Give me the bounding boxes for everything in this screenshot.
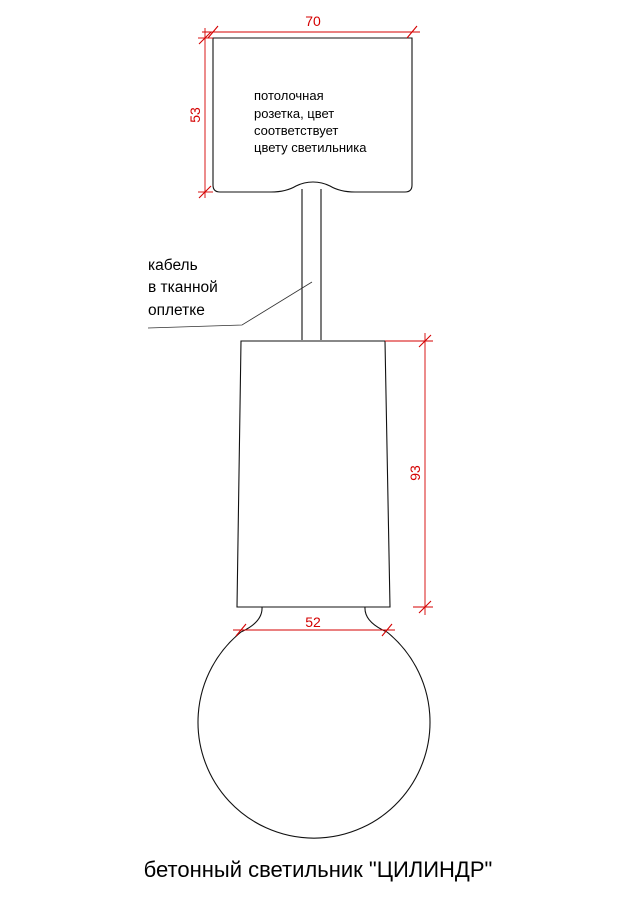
cable-note-line-2: в тканной	[148, 279, 218, 296]
dim-canopy-height	[187, 28, 213, 198]
light-bulb	[198, 632, 430, 838]
canopy-note-line-2: розетка, цвет	[254, 106, 335, 121]
canopy-note-line-1: потолочная	[254, 88, 324, 103]
dim-shade-height-label: 93	[407, 465, 423, 481]
cylinder-shade	[237, 341, 390, 607]
canopy-note-line-3: соответствует	[254, 123, 339, 138]
dim-canopy-width-label: 70	[305, 13, 321, 29]
cable	[302, 189, 321, 340]
dim-socket-width	[233, 614, 395, 636]
dim-socket-width-label: 52	[305, 614, 321, 630]
dim-canopy-width	[202, 13, 420, 38]
dim-canopy-height-label: 53	[187, 107, 203, 123]
drawing-title: бетонный светильник "ЦИЛИНДР"	[143, 857, 493, 882]
cable-note-line-1: кабель	[148, 257, 198, 274]
cable-note-line-3: оплетке	[148, 302, 205, 319]
dim-shade-height	[385, 333, 433, 615]
canopy-note-line-4: цвету светильника	[254, 140, 367, 155]
